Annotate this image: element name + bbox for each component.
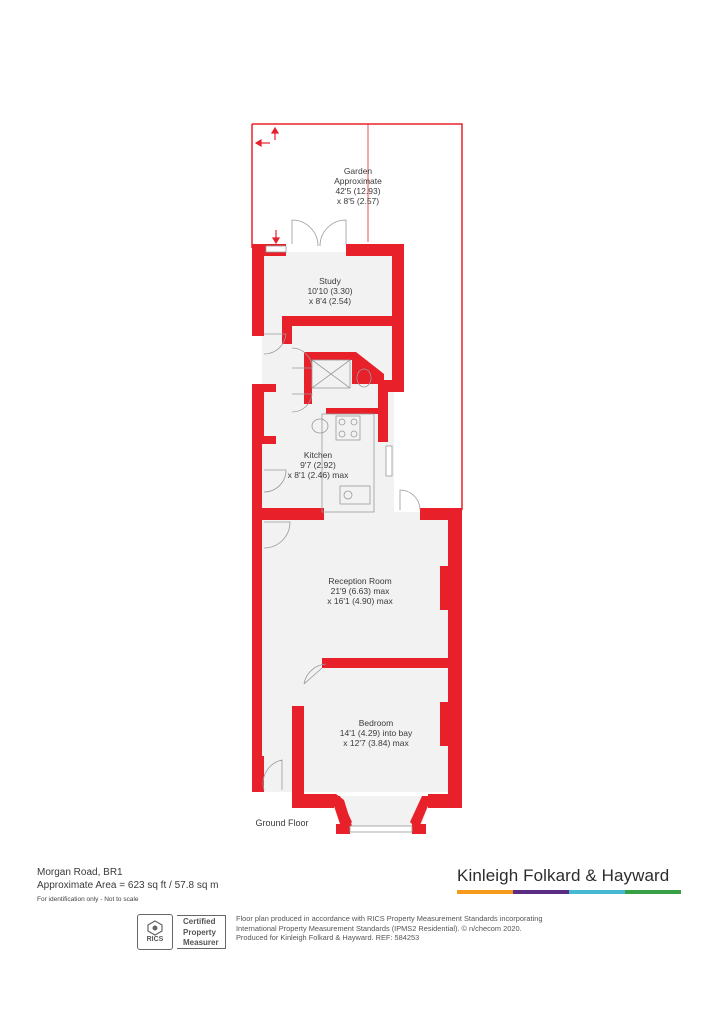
rics-certification (137, 914, 226, 950)
property-address: Morgan Road, BR1 (37, 867, 123, 878)
brand-bar-segment (513, 890, 569, 894)
garden-line-2: 42'5 (12.93) (335, 186, 381, 196)
measurement-statement (236, 914, 586, 943)
property-info (37, 866, 337, 903)
cert-line: Measurer (183, 938, 219, 947)
statement-line: Floor plan produced in accordance with RICS Property Measurement Standards incorporating (236, 914, 543, 923)
agent-brand (457, 866, 681, 894)
kitchen-line-1: 9'7 (2.92) (300, 460, 336, 470)
floor-label: Ground Floor (255, 818, 309, 828)
study-name: Study (319, 276, 341, 286)
brand-bar-segment (569, 890, 625, 894)
reception-name: Reception Room (328, 576, 392, 586)
brand-name: Kinleigh Folkard & Hayward (457, 866, 670, 885)
certified-measurer-text (177, 915, 226, 949)
brand-bar-segment (457, 890, 513, 894)
garden-line-1: Approximate (334, 176, 382, 186)
kitchen-line-2: x 8'1 (2.46) max (287, 470, 349, 480)
room-label-reception (327, 576, 393, 606)
rics-logo (137, 914, 173, 950)
property-area: Approximate Area = 623 sq ft / 57.8 sq m (37, 880, 219, 891)
reception-line-1: 21'9 (6.63) max (330, 586, 390, 596)
room-label-garden (334, 166, 382, 206)
cert-line: Property (183, 927, 216, 937)
brand-color-bar (457, 890, 681, 894)
brand-bar-segment (625, 890, 681, 894)
statement-line: International Property Measurement Standards (IPMS2 Residential). © n/checom 2020. (236, 923, 522, 933)
study-line-1: 10'10 (3.30) (307, 286, 353, 296)
reception-line-2: x 16'1 (4.90) max (327, 596, 393, 606)
garden-line-3: x 8'5 (2.57) (336, 196, 380, 206)
garden-arrows (256, 128, 279, 243)
kitchen-name: Kitchen (303, 450, 333, 460)
statement-line: Produced for Kinleigh Folkard & Hayward. REF: 584253 (236, 933, 420, 943)
bedroom-line-2: x 12'7 (3.84) max (343, 738, 409, 748)
study-line-2: x 8'4 (2.54) (308, 296, 352, 306)
scale-disclaimer: For identification only - Not to scale (37, 896, 139, 903)
bedroom-line-1: 14'1 (4.29) into bay (339, 728, 413, 738)
rics-badge-text: RICS (146, 936, 164, 943)
cert-line: Certified (183, 917, 216, 926)
rics-emblem-icon (146, 920, 164, 936)
bedroom-name: Bedroom (358, 718, 394, 728)
garden-name: Garden (343, 166, 373, 176)
